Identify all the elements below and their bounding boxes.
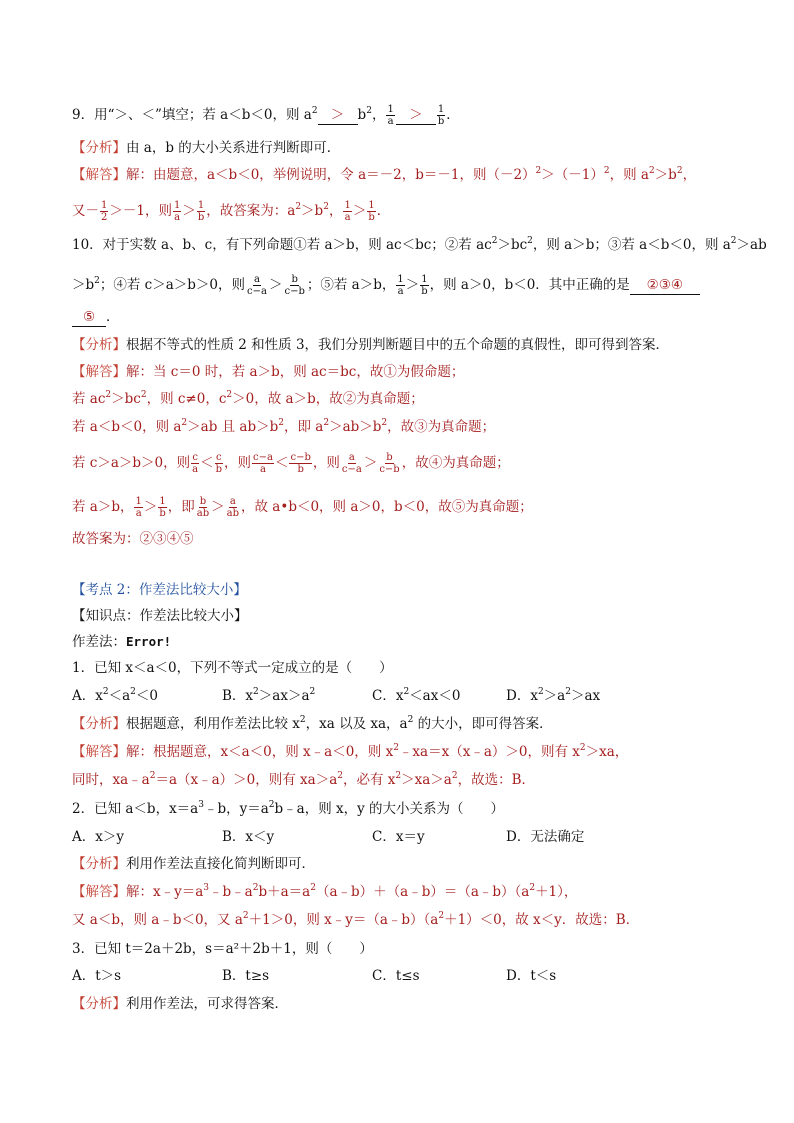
knowledge-heading: 【知识点：作差法比较大小】 — [72, 608, 248, 624]
q9-solution-line-1: 【解答】解：由题意，a＜b＜0，举例说明，令 a＝－2，b＝－1，则$(-2)^2>(-1)^2$，则 $a^2>b^2$， — [72, 166, 697, 183]
p2-option-b[interactable]: B．x＜y — [222, 829, 275, 845]
q10-solution-4: 若 c＞a＞b＞0，则 $\frac{c}{a}$ ＜ $\frac{c}{b}$ ，则 $\frac{c-a}{a}$ ＜ $\frac{c-b}{b}$ ，则 $\frac{a}{c-a}$ ＞ $\frac{b}{c-b}$ ，故④为真命题； — [72, 452, 510, 475]
p2-analysis: 【分析】利用作差法直接化简判断即可． — [72, 856, 315, 872]
q10-answer-blank: ②③④ — [630, 276, 700, 295]
p2-option-a[interactable]: A．x＞y — [72, 829, 124, 845]
q10-answer-blank-cont: ⑤ — [72, 308, 106, 327]
p1-options — [72, 687, 656, 705]
p3-options — [72, 967, 656, 985]
q10-stem-line-2: $>b^2$；④若 c＞a＞b＞0，则 $\frac{a}{c-a}$ ＞ $\frac{b}{c-b}$ ；⑤若 a＞b， $\frac{1}{a}$ ＞ $\frac{1}{b}$ ，则 a＞0，b＜0．其中正确的是 ②③④ — [72, 274, 700, 297]
p3-option-d[interactable]: D．t＜s — [506, 968, 557, 984]
p3-option-b[interactable]: B．t≥s — [222, 968, 270, 984]
p3-option-a[interactable]: A．t＞s — [72, 968, 122, 984]
q9-blank-1: ＞ — [318, 106, 358, 125]
p1-solution-2: 同时，$xa﹣a^2=a(x﹣a)>0$，则有 $xa>a^2$，必有 $x^2>xa>a^2$，故选：B． — [72, 771, 536, 788]
q9-blank-2: ＞ — [396, 106, 436, 125]
method-line: 作差法：Error! — [72, 634, 172, 650]
q10-stem-line-1: 10．对于实数 a、b、c，有下列命题①若 a＞b，则 ac＜bc；②若 $ac^2>bc^2$，则 a＞b；③若 a＜b＜0，则 $a^2>ab$ — [72, 236, 767, 253]
p2-option-c[interactable]: C．x＝y — [372, 829, 425, 845]
q10-analysis: 【分析】根据不等式的性质 2 和性质 3，我们分别判断题目中的五个命题的真假性，即可得到答案． — [72, 337, 670, 353]
p1-option-c[interactable]: C．$x^2<ax<0$ — [372, 687, 461, 704]
p1-solution-1: 【解答】解：根据题意，x＜a＜0，则 x﹣a＜0，则 $x^2﹣xa=x(x﹣a)>0$，则有 $x^2>xa$， — [72, 743, 629, 760]
q9-stem: 9．用“＞、＜”填空；若 a＜b＜0，则 $a^2 > b^2$， $\frac{1}{a}$ ＞ $\frac{1}{b}$ ． — [72, 104, 460, 127]
q9-analysis: 【分析】由 a，b 的大小关系进行判断即可． — [72, 140, 341, 156]
q10-stem-line-3: ⑤ ． — [72, 308, 120, 327]
q9-solution-line-2: 又－ $\frac{1}{2}$ ＞－1，则 $\frac{1}{a}$ ＞ $\frac{1}{b}$ ，故答案为：$a^2>b^2$， $\frac{1}{a}$ ＞ $\frac{1}{b}$ ． — [72, 200, 391, 223]
p1-stem: 1．已知 x＜a＜0，下列不等式一定成立的是（ ） — [72, 660, 393, 676]
p3-stem: 3．已知 t＝2a＋2b，s＝a²＋2b＋1，则（ ） — [72, 941, 373, 957]
q10-solution-5: 若 a＞b， $\frac{1}{a}$ ＞ $\frac{1}{b}$ ，即 $\frac{b}{ab}$ ＞ $\frac{a}{ab}$ ，故 a•b＜0，则 a＞0，b＜0，故⑤为真命题； — [72, 496, 533, 519]
p2-solution-1: 【解答】解：$x﹣y=a^3﹣b﹣a^2b+a=a^2(a﹣b)+(a﹣b)=(a﹣b)(a^2+1)$， — [72, 883, 578, 900]
p2-options — [72, 828, 656, 846]
p1-analysis: 【分析】根据题意，利用作差法比较 $x^2$，xa 以及 xa，$a^2$ 的大小，即可得答案． — [72, 715, 553, 732]
p1-option-d[interactable]: D．$x^2>a^2>ax$ — [506, 687, 601, 704]
p2-option-d[interactable]: D．无法确定 — [506, 829, 585, 845]
q10-solution-1: 【解答】解：当 c＝0 时，若 a＞b，则 ac＝bc，故①为假命题； — [72, 364, 465, 380]
p3-option-c[interactable]: C．t≤s — [372, 968, 420, 984]
q10-solution-3: 若 a＜b＜0，则 $a^2>ab$ 且 $ab>b^2$，即 $a^2>ab>b^2$，故③为真命题； — [72, 418, 496, 435]
p3-analysis: 【分析】利用作差法，可求得答案． — [72, 996, 288, 1012]
p2-stem: 2．已知 a＜b，$x=a^3﹣b$，$y=a^2b﹣a$，则 x，y 的大小关系为（ ） — [72, 800, 505, 817]
q10-solution-2: 若 $ac^2>bc^2$，则 c≠0，$c^2>0$，故 a＞b，故②为真命题； — [72, 390, 424, 407]
p1-option-b[interactable]: B．$x^2>ax>a^2$ — [222, 687, 316, 704]
q10-final-answer: 故答案为：②③④⑤ — [72, 531, 194, 547]
p2-solution-2: 又 a＜b，则 a﹣b＜0，又 $a^2+1>0$，则 $x﹣y=(a﹣b)(a^2+1)<0$，故 x＜y．故选：B． — [72, 911, 640, 928]
p1-option-a[interactable]: A．$x^2<a^2<0$ — [72, 687, 158, 704]
topic-heading: 【考点 2：作差法比较大小】 — [72, 582, 247, 598]
